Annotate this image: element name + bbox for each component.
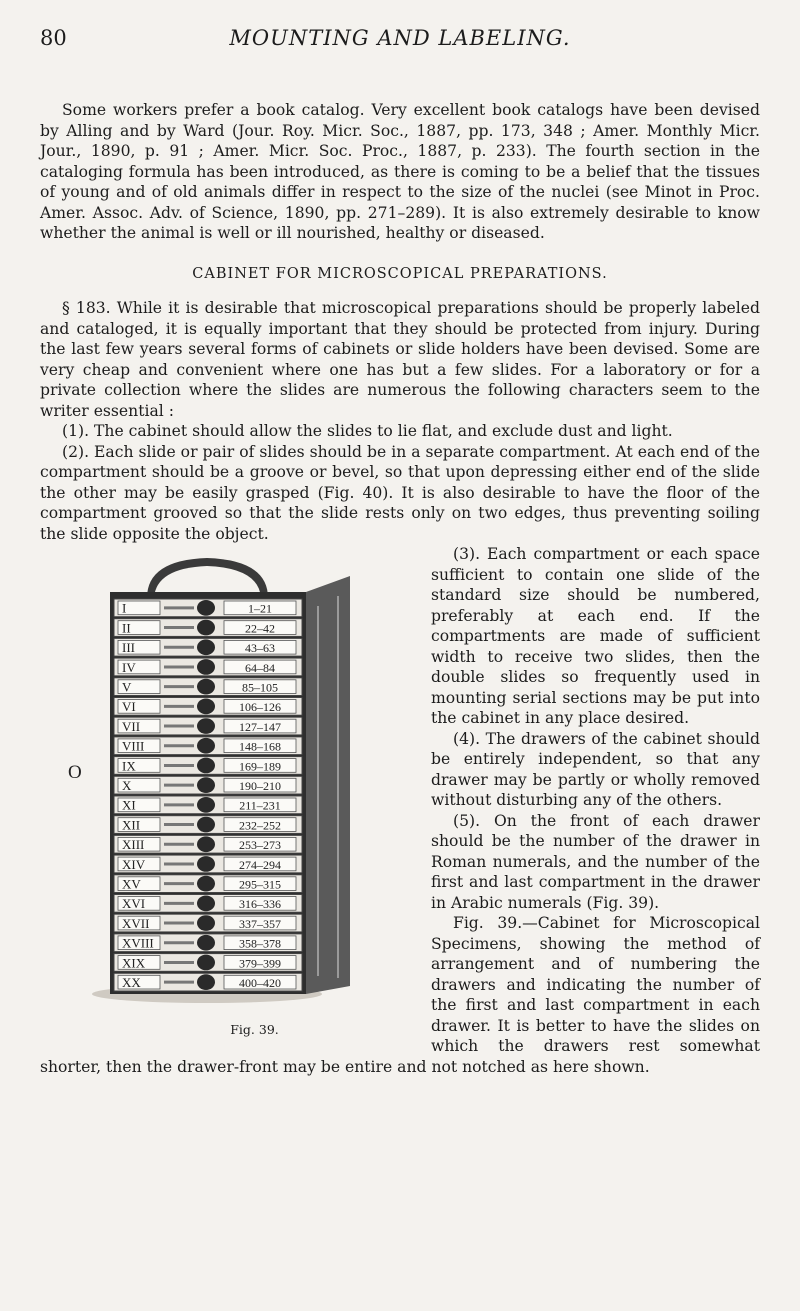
drawer-roman-numeral: I bbox=[122, 600, 127, 616]
figure-39-caption: Fig. 39.—Cabinet for Microscopical Specimens, showing the method of arrangement and of numbering the drawers and indicating the number of the first and last compartment in each drawer. It is better to have the slides on which the drawers rest somewhat shorter, then the drawer-front may be entire and not notched as here shown. bbox=[40, 914, 760, 1076]
cabinet-drawer bbox=[114, 737, 302, 755]
cabinet-door bbox=[306, 576, 350, 994]
drawer-knob bbox=[197, 679, 215, 695]
item-4-paragraph: (4). The drawers of the cabinet should be entirely independent, so that any drawer may be partly or wholly removed without disturbing any of the others. bbox=[431, 729, 760, 809]
cabinet-drawer bbox=[114, 638, 302, 656]
drawer-compartment-range: 232–252 bbox=[239, 818, 281, 833]
drawer-knob bbox=[197, 639, 215, 655]
drawer-knob bbox=[197, 659, 215, 675]
drawer-compartment-range: 1–21 bbox=[248, 601, 272, 616]
drawer-knob bbox=[197, 856, 215, 872]
cabinet-drawer bbox=[114, 776, 302, 794]
cabinet-drawer bbox=[114, 973, 302, 991]
drawer-compartment-range: 358–378 bbox=[239, 936, 281, 951]
drawer-roman-numeral: XI bbox=[122, 797, 136, 813]
drawer-knob bbox=[197, 620, 215, 636]
running-title: MOUNTING AND LABELING. bbox=[229, 26, 571, 50]
drawer-knob bbox=[197, 974, 215, 990]
cabinet-drawer bbox=[114, 855, 302, 873]
drawer-roman-numeral: XVII bbox=[122, 915, 150, 931]
drawer-knob bbox=[197, 955, 215, 971]
drawer-roman-numeral: XV bbox=[122, 876, 141, 892]
cabinet-drawer bbox=[114, 658, 302, 676]
cabinet-drawer bbox=[114, 934, 302, 952]
item-5-paragraph: (5). On the front of each drawer should be the number of the drawer in Roman numerals, and the number of the first and last compartment in the drawer in Arabic numerals (Fig. 39). bbox=[431, 811, 760, 912]
drawer-compartment-range: 43–63 bbox=[245, 641, 275, 656]
drawer-roman-numeral: VII bbox=[122, 718, 141, 734]
drawer-compartment-range: 85–105 bbox=[242, 680, 278, 695]
drawer-knob bbox=[197, 718, 215, 734]
drawer-compartment-range: 379–399 bbox=[239, 956, 281, 971]
page-header bbox=[40, 26, 760, 66]
figure-39 bbox=[32, 546, 417, 1041]
cabinet-drawer bbox=[114, 757, 302, 775]
item-1-paragraph: (1). The cabinet should allow the slides to lie flat, and exclude dust and light. bbox=[62, 422, 673, 440]
drawer-knob bbox=[197, 600, 215, 616]
drawer-compartment-range: 64–84 bbox=[245, 660, 275, 675]
drawer-compartment-range: 148–168 bbox=[239, 739, 281, 754]
item-2-paragraph: (2). Each slide or pair of slides should be in a separate compartment. At each end of the compartment should be a groove or bevel, so that upon depressing either end of the slide the other may be easily grasped (Fig. 40). It is also desirable to have the floor of the compartment grooved so that the slide rests only on two edges, thus preventing soiling the slide opposite the object. bbox=[40, 442, 760, 543]
intro-paragraph: Some workers prefer a book catalog. Very excellent book catalogs have been devised by Alling and by Ward (Jour. Roy. Micr. Soc., 1887, pp. 173, 348 ; Amer. Monthly Micr. Jour., 1890, p. 91 ; Amer. Micr. Soc. Proc., 1887, p. 233). The fourth section in the cataloging formula has been introduced, as there is coming to be a belief that the tissues of young and of old animals differ in respect to the size of the nuclei (see Minot in Proc. Amer. Assoc. Adv. of Science, 1890, pp. 271–289). It is also extremely desirable to know whether the animal is well or ill nourished, healthy or diseased. bbox=[40, 101, 760, 242]
drawer-roman-numeral: XVI bbox=[122, 896, 146, 912]
drawer-roman-numeral: V bbox=[122, 679, 132, 695]
drawer-compartment-range: 211–231 bbox=[239, 798, 281, 813]
drawer-roman-numeral: VIII bbox=[122, 738, 145, 754]
drawer-knob bbox=[197, 915, 215, 931]
cabinet-illustration bbox=[32, 546, 417, 1016]
cabinet-drawer bbox=[114, 796, 302, 814]
drawer-roman-numeral: III bbox=[122, 640, 135, 656]
item-3-paragraph: (3). Each compartment or each space sufficient to contain one slide of the standard size should be numbered, preferably at each end. If the compartments are made of sufficient width to receive two slides, then the double slides so frequently used in mounting serial sections may be put into the cabinet in any place desired. bbox=[431, 545, 760, 727]
drawer-roman-numeral: VI bbox=[122, 699, 136, 715]
drawer-roman-numeral: IV bbox=[122, 659, 136, 675]
drawer-knob bbox=[197, 817, 215, 833]
drawer-knob bbox=[197, 797, 215, 813]
drawer-knob bbox=[197, 935, 215, 951]
side-label: O bbox=[68, 762, 82, 783]
drawer-compartment-range: 253–273 bbox=[239, 838, 281, 853]
cabinet-drawer bbox=[114, 816, 302, 834]
drawer-knob bbox=[197, 777, 215, 793]
drawer-compartment-range: 274–294 bbox=[239, 857, 281, 872]
section-183-paragraph: § 183. While it is desirable that microscopical preparations should be properly labeled and cataloged, it is equally important that they should be protected from injury. During the last few years several forms of cabinets or slide holders have been devised. Some are very cheap and convenient where one has but a few slides. For a laboratory or for a private collection where the slides are numerous the following characters seem to the writer essential : bbox=[40, 299, 760, 420]
cabinet-drawer bbox=[114, 895, 302, 913]
drawer-compartment-range: 106–126 bbox=[239, 700, 281, 715]
drawer-roman-numeral: XVIII bbox=[122, 935, 154, 951]
drawer-compartment-range: 337–357 bbox=[239, 916, 281, 931]
drawer-knob bbox=[197, 836, 215, 852]
cabinet-drawer bbox=[114, 619, 302, 637]
cabinet-drawer bbox=[114, 678, 302, 696]
drawer-compartment-range: 169–189 bbox=[239, 759, 281, 774]
drawer-compartment-range: 316–336 bbox=[239, 897, 281, 912]
drawer-roman-numeral: XIX bbox=[122, 955, 146, 971]
drawer-compartment-range: 190–210 bbox=[239, 779, 281, 793]
drawer-roman-numeral: II bbox=[122, 620, 131, 636]
drawer-knob bbox=[197, 758, 215, 774]
drawer-compartment-range: 127–147 bbox=[239, 719, 281, 734]
cabinet-drawer bbox=[114, 599, 302, 617]
drawer-roman-numeral: XIV bbox=[122, 856, 146, 872]
cabinet-drawer bbox=[114, 698, 302, 716]
drawer-compartment-range: 295–315 bbox=[239, 877, 281, 892]
cabinet-drawer bbox=[114, 717, 302, 735]
drawer-compartment-range: 400–420 bbox=[239, 976, 281, 990]
drawer-knob bbox=[197, 738, 215, 754]
page-body bbox=[40, 100, 760, 1077]
drawer-roman-numeral: XII bbox=[122, 817, 141, 833]
drawer-roman-numeral: X bbox=[122, 778, 132, 793]
cabinet-drawer bbox=[114, 835, 302, 853]
drawer-roman-numeral: IX bbox=[122, 758, 136, 774]
drawer-knob bbox=[197, 876, 215, 892]
cabinet-drawer bbox=[114, 954, 302, 972]
page-number: 80 bbox=[40, 26, 67, 50]
drawer-compartment-range: 22–42 bbox=[245, 621, 275, 636]
section-heading: CABINET FOR MICROSCOPICAL PREPARATIONS. bbox=[192, 265, 608, 282]
figure-label: Fig. 39. bbox=[230, 1022, 279, 1037]
drawer-roman-numeral: XX bbox=[122, 975, 141, 990]
drawer-knob bbox=[197, 699, 215, 715]
cabinet-drawer bbox=[114, 875, 302, 893]
cabinet-drawer bbox=[114, 914, 302, 932]
drawer-knob bbox=[197, 896, 215, 912]
drawer-roman-numeral: XIII bbox=[122, 837, 145, 853]
